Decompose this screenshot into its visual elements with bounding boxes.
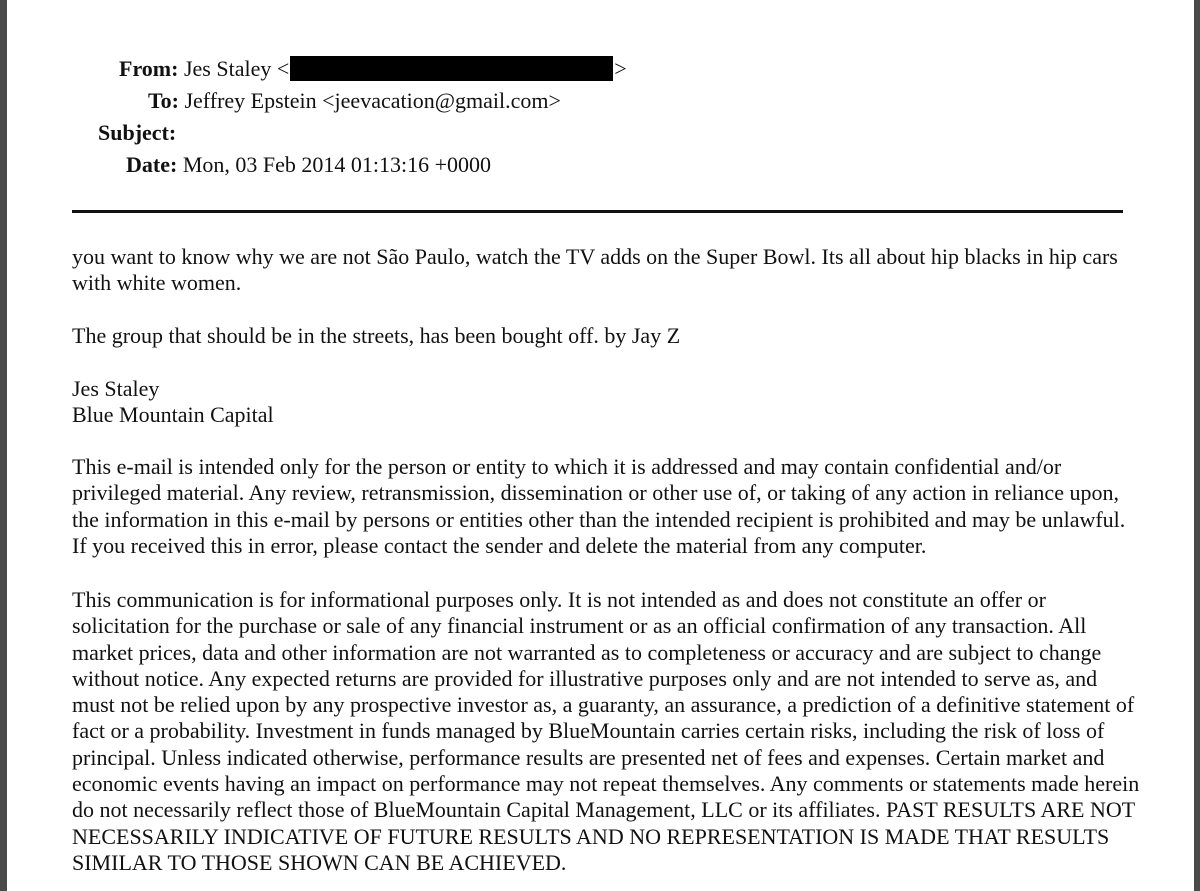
header-date: [126, 152, 491, 178]
from-value-suffix: >: [614, 56, 627, 81]
header-divider: [72, 210, 1123, 213]
date-value: Mon, 03 Feb 2014 01:13:16 +0000: [182, 152, 492, 177]
message-paragraph-1: you want to know why we are not São Paulo, watch the TV adds on the Super Bowl. Its all about hip blacks in hip cars with white women.: [72, 244, 1118, 296]
subject-label: Subject:: [98, 120, 177, 145]
message-paragraph-2: The group that should be in the streets, has been bought off. by Jay Z: [72, 323, 681, 348]
page-right-border: [1194, 0, 1200, 891]
to-value: Jeffrey Epstein <jeevacation@gmail.com>: [184, 88, 561, 113]
from-label: From:: [119, 56, 179, 81]
disclaimer-informational: This communication is for informational purposes only. It is not intended as and does not constitute an offer or solicitation for the purchase or sale of any financial instrument or as an official confirmation of any transaction. All market prices, data and other information are not warranted as to completeness or accuracy and are subject to change without notice. Any expected returns are provided for illustrative purposes only and are not intended to serve as, and must not be relied upon by any prospective investor as, a guaranty, an assurance, a prediction of a definitive statement of fact or a probability. Investment in funds managed by BlueMountain carries certain risks, including the risk of loss of principal. Unless indicated otherwise, performance results are presented net of fees and expenses. Certain market and economic events having an impact on performance may not repeat themselves. Any comments or statements made herein do not necessarily reflect those of BlueMountain Capital Management, LLC or its affiliates. PAST RESULTS ARE NOT NECESSARILY INDICATIVE OF FUTURE RESULTS AND NO REPRESENTATION IS MADE THAT RESULTS SIMILAR TO THOSE SHOWN CAN BE ACHIEVED.: [72, 587, 1140, 875]
disclaimer-confidentiality: This e-mail is intended only for the person or entity to which it is addressed and may contain confidential and/or privileged material. Any review, retransmission, dissemination or other use of, or taking of any action in reliance upon, the information in this e-mail by persons or entities other than the intended recipient is prohibited and may be unlawful. If you received this in error, please contact the sender and delete the material from any computer.: [72, 454, 1126, 558]
date-label: Date:: [126, 152, 178, 177]
to-label: To:: [148, 88, 179, 113]
redaction-block: [290, 56, 613, 81]
from-value-prefix: Jes Staley <: [183, 56, 290, 81]
document-page: [7, 0, 1194, 891]
page-left-border: [0, 0, 7, 891]
signature-company: Blue Mountain Capital: [72, 402, 274, 427]
signature-name: Jes Staley: [72, 376, 160, 401]
header-from: [119, 56, 627, 82]
header-subject: [98, 120, 176, 146]
header-to: [148, 88, 561, 114]
